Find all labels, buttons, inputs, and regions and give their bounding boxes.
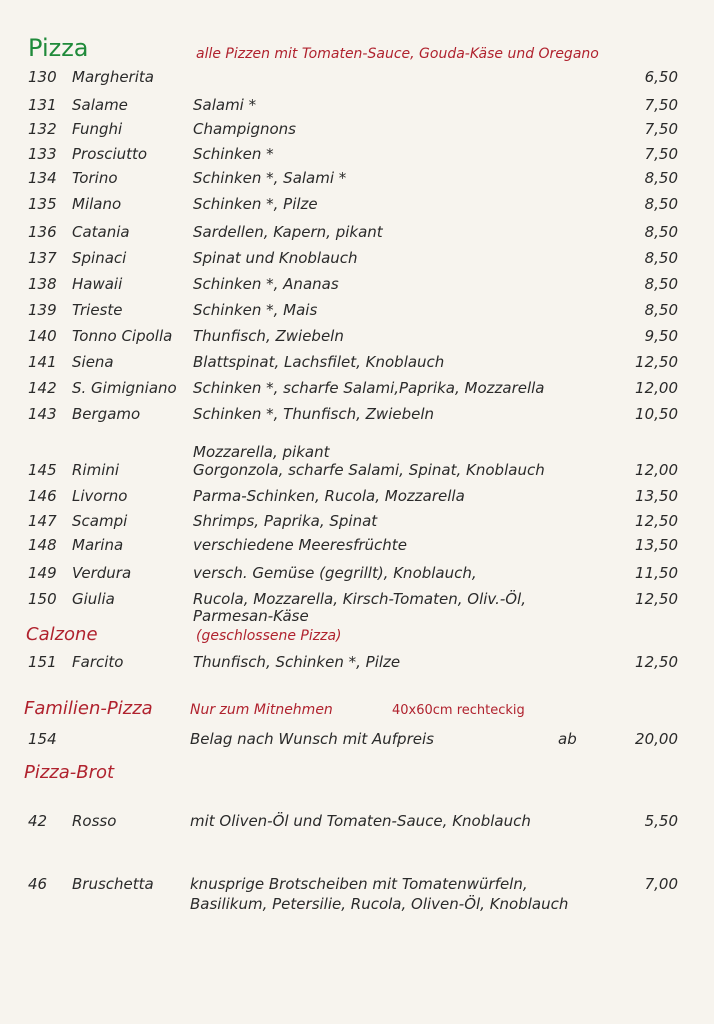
menu-item-row	[0, 487, 714, 509]
item-price: 12,50	[635, 590, 678, 608]
item-description: Schinken *, Pilze	[193, 195, 318, 213]
item-number: 145	[28, 461, 57, 479]
item-number: 148	[28, 536, 57, 554]
item-description: Salami *	[193, 96, 257, 114]
item-name: Scampi	[72, 512, 128, 530]
item-price: 12,00	[635, 461, 678, 479]
menu-item-row	[0, 730, 714, 752]
item-description: mit Oliven-Öl und Tomaten-Sauce, Knoblauch	[190, 812, 531, 830]
item-number: 133	[28, 145, 57, 163]
menu-item-row	[0, 223, 714, 245]
menu-item-row	[0, 379, 714, 401]
item-number: 141	[28, 353, 57, 371]
item-price: 8,50	[644, 223, 678, 241]
calzone-subtitle: (geschlossene Pizza)	[196, 628, 342, 644]
item-price: 5,50	[644, 812, 678, 830]
item-number: 149	[28, 564, 57, 582]
item-name: Trieste	[72, 301, 123, 319]
section-title-pizza: Pizza	[28, 34, 89, 62]
item-name: Marina	[72, 536, 124, 554]
item-price: 7,00	[644, 875, 678, 893]
item-price: 8,50	[644, 195, 678, 213]
item-name: Spinaci	[72, 249, 127, 267]
section-title-pizza-brot: Pizza-Brot	[24, 762, 115, 783]
item-price: 7,50	[644, 145, 678, 163]
item-description: Schinken *, Mais	[193, 301, 318, 319]
item-name: Farcito	[72, 653, 124, 671]
item-description: Schinken *, Ananas	[193, 275, 339, 293]
item-name: Bergamo	[72, 405, 141, 423]
item-number: 137	[28, 249, 57, 267]
item-name: Milano	[72, 195, 122, 213]
menu-item-row	[0, 169, 714, 191]
item-number: 46	[28, 875, 48, 893]
menu-item-row	[0, 195, 714, 217]
item-name: Prosciutto	[72, 145, 148, 163]
item-description: versch. Gemüse (gegrillt), Knoblauch,	[193, 564, 477, 582]
item-name: S. Gimigniano	[72, 379, 177, 397]
item-price: 6,50	[644, 68, 678, 86]
item-name: Salame	[72, 96, 128, 114]
item-description: verschiedene Meeresfrüchte	[193, 536, 407, 554]
bruschetta-desc-line-2: Basilikum, Petersilie, Rucola, Oliven-Öl, Knoblauch	[190, 895, 569, 913]
item-price: 12,50	[635, 353, 678, 371]
item-name: Hawaii	[72, 275, 123, 293]
item-number: 131	[28, 96, 57, 114]
item-number: 138	[28, 275, 57, 293]
item-description: Schinken *, Thunfisch, Zwiebeln	[193, 405, 435, 423]
menu-item-row	[0, 145, 714, 167]
item-number: 136	[28, 223, 57, 241]
item-name: Margherita	[72, 68, 154, 86]
item-number: 150	[28, 590, 57, 608]
menu-item-row	[0, 68, 714, 90]
menu-item-row	[0, 301, 714, 323]
familien-note: Nur zum Mitnehmen	[190, 702, 333, 718]
item-price: 10,50	[635, 405, 678, 423]
menu-item-row	[0, 405, 714, 427]
item-number: 42	[28, 812, 48, 830]
item-name: Verdura	[72, 564, 132, 582]
item-name: Tonno Cipolla	[72, 327, 173, 345]
item-price: 11,50	[635, 564, 678, 582]
item-number: 154	[28, 730, 57, 748]
item-price: 9,50	[644, 327, 678, 345]
item-number: 135	[28, 195, 57, 213]
item-number: 151	[28, 653, 57, 671]
menu-item-row	[0, 512, 714, 534]
item-description: Schinken *, Salami *	[193, 169, 347, 187]
menu-item-row	[0, 120, 714, 142]
item-price: 20,00	[635, 730, 678, 748]
item-description: Spinat und Knoblauch	[193, 249, 358, 267]
item-number: 143	[28, 405, 57, 423]
item-number: 134	[28, 169, 57, 187]
item-number: 146	[28, 487, 57, 505]
item-price: 12,50	[635, 512, 678, 530]
item-description: Shrimps, Paprika, Spinat	[193, 512, 378, 530]
section-title-familien: Familien-Pizza	[24, 698, 153, 719]
item-price: 7,50	[644, 120, 678, 138]
item-number: 130	[28, 68, 57, 86]
item-name: Catania	[72, 223, 130, 241]
menu-item-row	[0, 875, 714, 897]
familien-size: 40x60cm rechteckig	[392, 703, 525, 718]
item-price: 8,50	[644, 249, 678, 267]
menu-item-row	[0, 327, 714, 349]
item-description: Champignons	[193, 120, 297, 138]
item-name: Rosso	[72, 812, 117, 830]
item-description: Blattspinat, Lachsfilet, Knoblauch	[193, 353, 445, 371]
orphan-desc-line: Mozzarella, pikant	[193, 443, 330, 461]
item-number: 140	[28, 327, 57, 345]
item-description: Sardellen, Kapern, pikant	[193, 223, 383, 241]
menu-item-row	[0, 590, 714, 612]
item-price: 13,50	[635, 487, 678, 505]
item-name: Torino	[72, 169, 118, 187]
item-description: Gorgonzola, scharfe Salami, Spinat, Knoblauch	[193, 461, 545, 479]
item-name: Rimini	[72, 461, 120, 479]
pizza-subtitle: alle Pizzen mit Tomaten-Sauce, Gouda-Käse und Oregano	[196, 46, 599, 62]
menu-item-row	[0, 564, 714, 586]
item-description: Thunfisch, Schinken *, Pilze	[193, 653, 401, 671]
menu-item-row	[0, 461, 714, 483]
item-description: Schinken *	[193, 145, 274, 163]
menu-item-row	[0, 653, 714, 675]
menu-item-row	[0, 536, 714, 558]
item-number: 132	[28, 120, 57, 138]
item-number: 139	[28, 301, 57, 319]
section-title-calzone: Calzone	[26, 624, 98, 645]
menu-item-row	[0, 275, 714, 297]
item-name: Siena	[72, 353, 114, 371]
item-name: Giulia	[72, 590, 115, 608]
item-price: 13,50	[635, 536, 678, 554]
menu-item-row	[0, 249, 714, 271]
item-name: Funghi	[72, 120, 123, 138]
item-price: 8,50	[644, 301, 678, 319]
item-number: 147	[28, 512, 57, 530]
item-description: Schinken *, scharfe Salami,Paprika, Mozzarella	[193, 379, 545, 397]
item-description: Parma-Schinken, Rucola, Mozzarella	[193, 487, 465, 505]
item-description: Thunfisch, Zwiebeln	[193, 327, 344, 345]
item-description: knusprige Brotscheiben mit Tomatenwürfeln,	[190, 875, 528, 893]
item-description: Rucola, Mozzarella, Kirsch-Tomaten, Oliv.-Öl,	[193, 590, 526, 608]
item-price: 7,50	[644, 96, 678, 114]
item-number: 142	[28, 379, 57, 397]
item-price: 8,50	[644, 275, 678, 293]
item-price: 12,00	[635, 379, 678, 397]
item-price: 8,50	[644, 169, 678, 187]
price-prefix: ab	[558, 730, 577, 748]
menu-item-row	[0, 96, 714, 118]
item-name: Bruschetta	[72, 875, 154, 893]
item-price: 12,50	[635, 653, 678, 671]
item-name: Livorno	[72, 487, 128, 505]
menu-item-row	[0, 812, 714, 834]
menu-item-row	[0, 353, 714, 375]
item-description: Belag nach Wunsch mit Aufpreis	[190, 730, 434, 748]
giulia-desc-line-2: Parmesan-Käse	[193, 607, 309, 625]
